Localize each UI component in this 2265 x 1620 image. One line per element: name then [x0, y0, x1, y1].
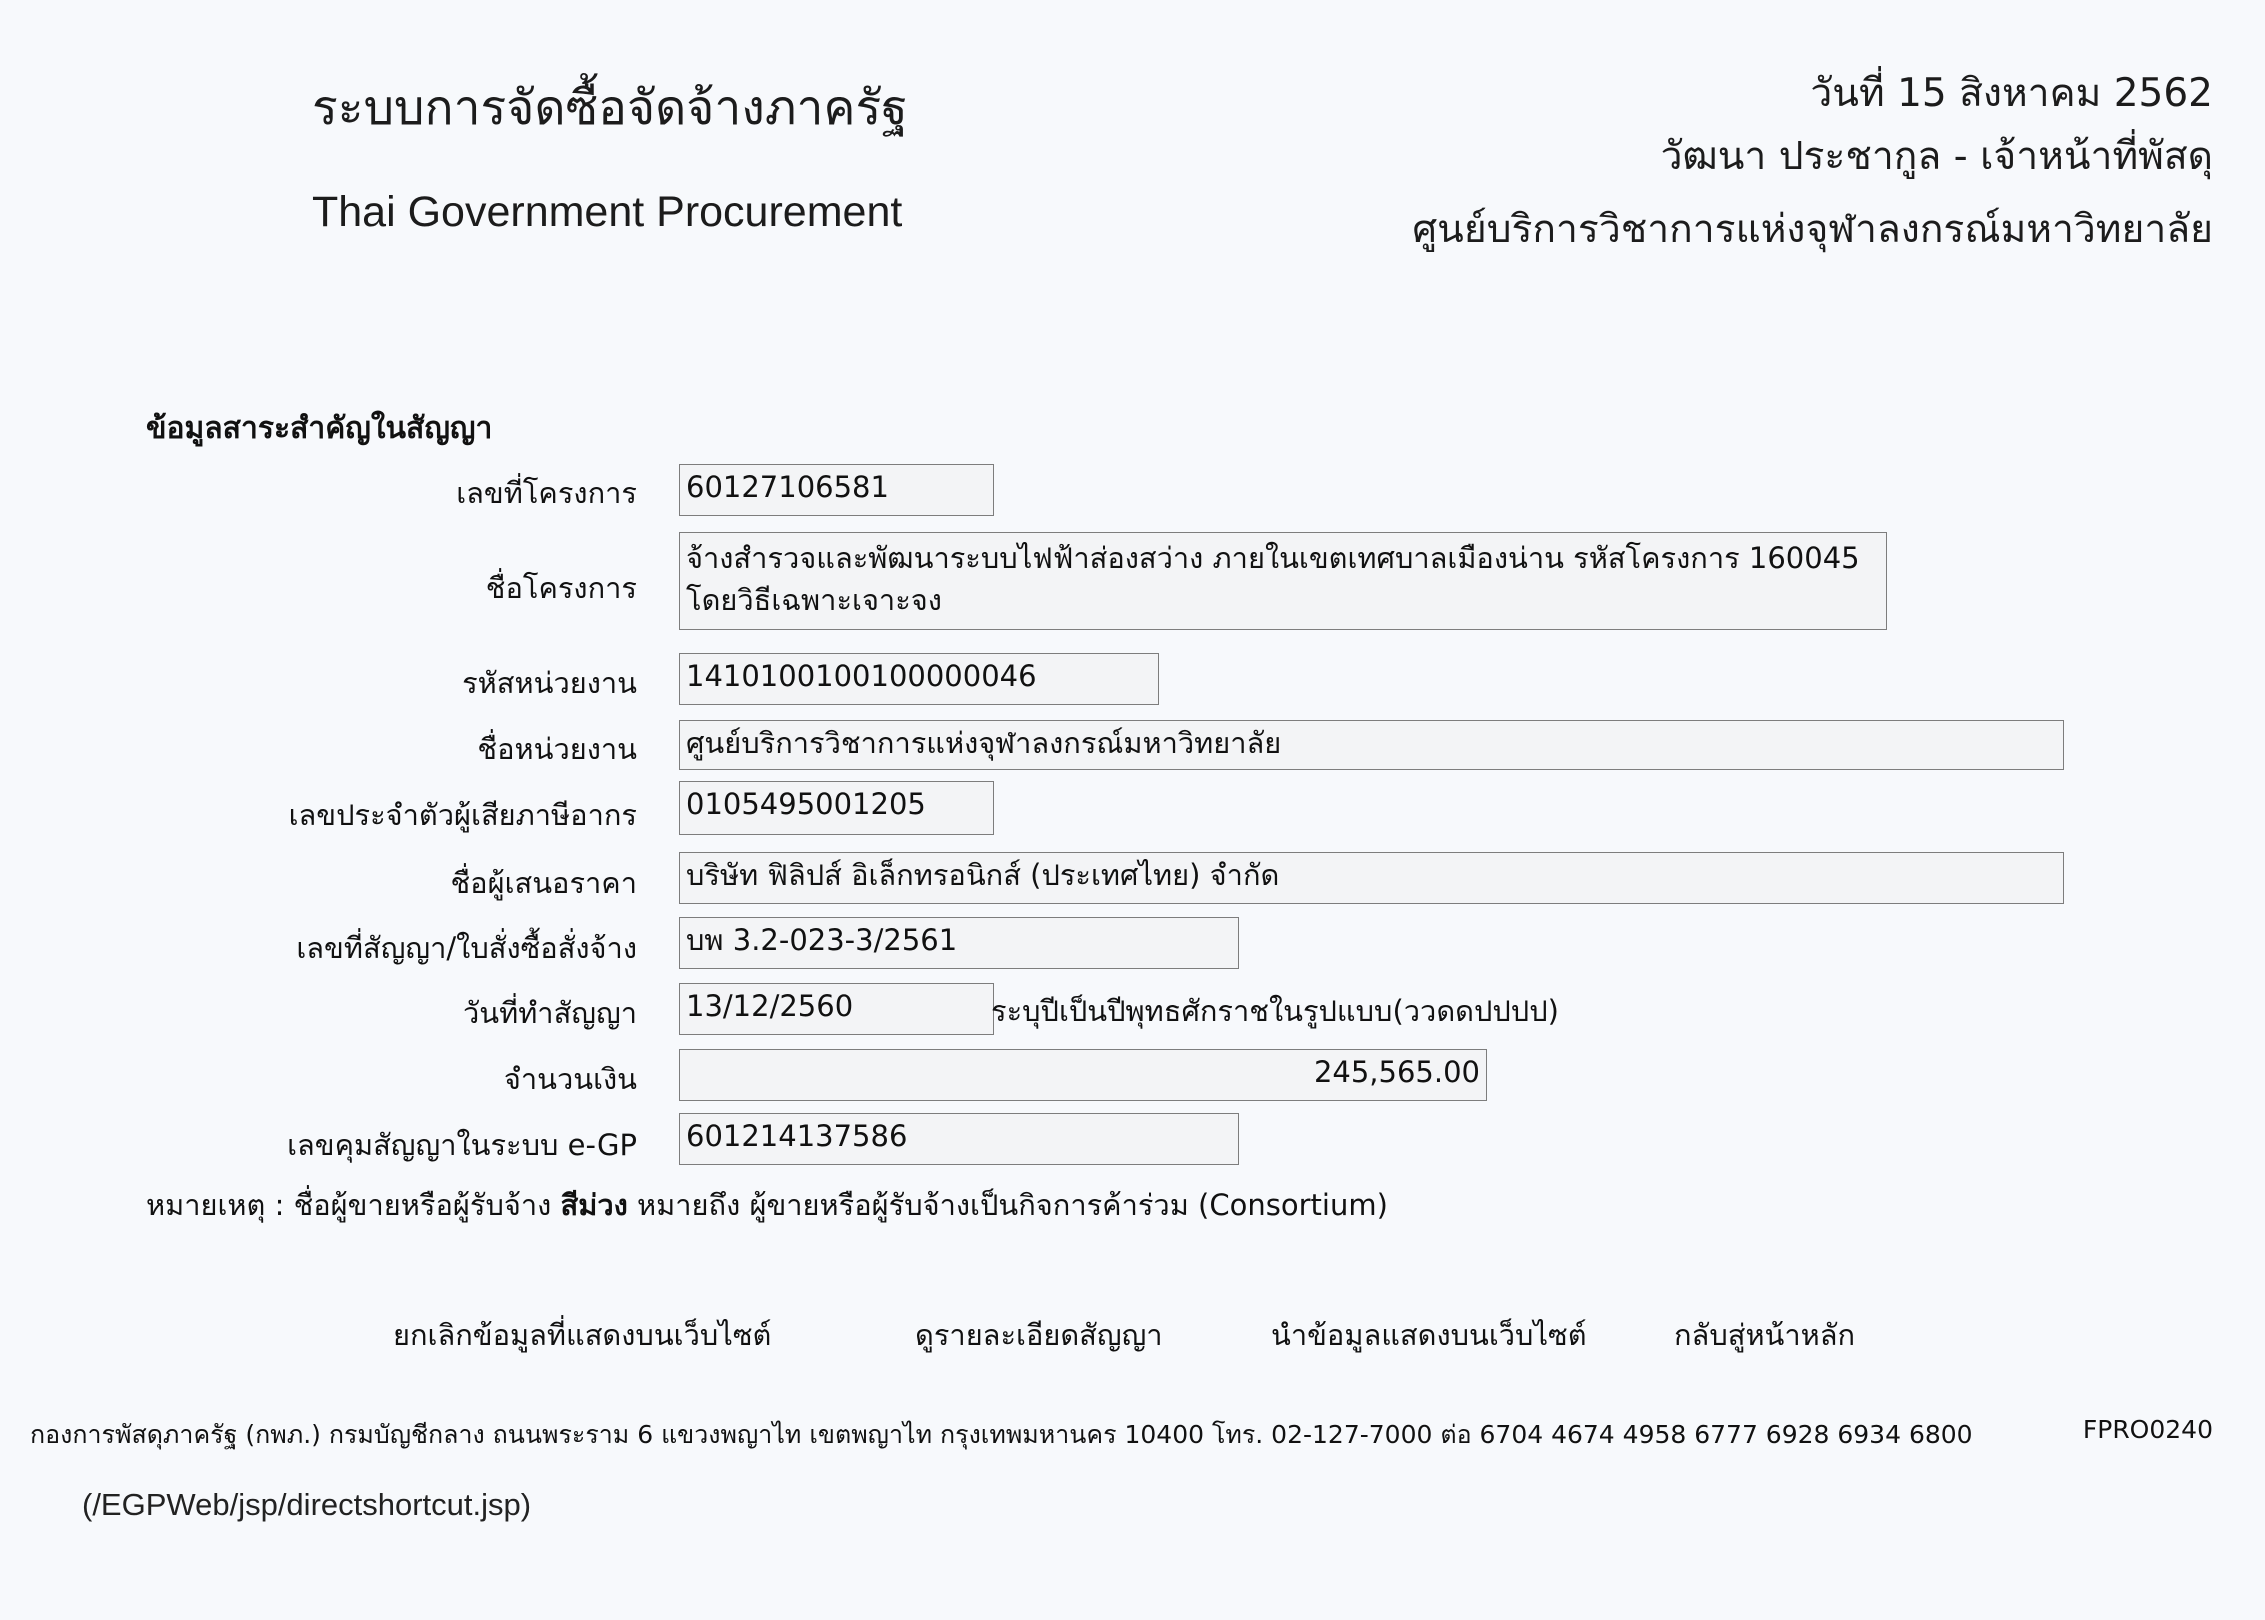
contract-date-field[interactable]: 13/12/2560 [679, 983, 994, 1035]
page-path: (/EGPWeb/jsp/directshortcut.jsp) [82, 1487, 532, 1522]
agency-name-label: ชื่อหน่วยงาน [477, 732, 637, 766]
project-no-field[interactable]: 60127106581 [679, 464, 994, 516]
tax-id-field[interactable]: 0105495001205 [679, 781, 994, 835]
agency-code-label: รหัสหน่วยงาน [462, 666, 637, 700]
agency-code-field[interactable]: 1410100100100000046 [679, 653, 1159, 705]
egp-control-no-label: เลขคุมสัญญาในระบบ e-GP [287, 1128, 637, 1162]
remark-highlight: สีม่วง [560, 1188, 628, 1222]
agency-name-field[interactable]: ศูนย์บริการวิชาการแห่งจุฬาลงกรณ์มหาวิทยาลัย [679, 720, 2064, 770]
bidder-name-label: ชื่อผู้เสนอราคา [450, 866, 637, 900]
remark-suffix: หมายถึง ผู้ขายหรือผู้รับจ้างเป็นกิจการค้าร่วม (Consortium) [627, 1188, 1388, 1222]
amount-label: จำนวนเงิน [503, 1062, 637, 1096]
remark-prefix: หมายเหตุ : ชื่อผู้ขายหรือผู้รับจ้าง [146, 1188, 561, 1222]
system-title-th: ระบบการจัดซื้อจัดจ้างภาครัฐ [312, 80, 908, 136]
section-title: ข้อมูลสาระสำคัญในสัญญา [146, 411, 493, 446]
egp-control-no-field[interactable]: 601214137586 [679, 1113, 1239, 1165]
user-info: วัฒนา ประชากูล - เจ้าหน้าที่พัสดุ [1660, 134, 2213, 179]
system-title-en: Thai Government Procurement [312, 188, 903, 236]
contract-date-label: วันที่ทำสัญญา [462, 996, 637, 1030]
amount-field[interactable]: 245,565.00 [679, 1049, 1487, 1101]
footer-address: กองการพัสดุภาครัฐ (กพภ.) กรมบัญชีกลาง ถนนพระราม 6 แขวงพญาไท เขตพญาไท กรุงเทพมหานคร 10400 โทร. 02-127-7000 ต่อ 6704 4674 4958 6777 6928 6934 6800 [30, 1420, 1973, 1449]
tax-id-label: เลขประจำตัวผู้เสียภาษีอากร [288, 798, 637, 832]
project-name-field[interactable]: จ้างสำรวจและพัฒนาระบบไฟฟ้าส่องสว่าง ภายในเขตเทศบาลเมืองน่าน รหัสโครงการ 160045 โดยวิธีเฉพาะเจาะจง [679, 532, 1887, 630]
publish-link[interactable]: นำข้อมูลแสดงบนเว็บไซต์ [1271, 1318, 1587, 1352]
cancel-display-link[interactable]: ยกเลิกข้อมูลที่แสดงบนเว็บไซต์ [393, 1318, 772, 1352]
view-contract-link[interactable]: ดูรายละเอียดสัญญา [915, 1318, 1163, 1352]
organization-name: ศูนย์บริการวิชาการแห่งจุฬาลงกรณ์มหาวิทยาลัย [1412, 207, 2213, 252]
remark-note [146, 1182, 1388, 1228]
project-name-label: ชื่อโครงการ [485, 571, 637, 605]
home-link[interactable]: กลับสู่หน้าหลัก [1674, 1318, 1856, 1352]
contract-no-label: เลขที่สัญญา/ใบสั่งซื้อสั่งจ้าง [296, 931, 637, 965]
project-no-label: เลขที่โครงการ [456, 476, 637, 510]
page-code: FPRO0240 [2082, 1415, 2213, 1444]
date-format-hint: ระบุปีเป็นปีพุทธศักราชในรูปแบบ(ววดดปปปป) [991, 994, 1559, 1028]
bidder-name-field[interactable]: บริษัท ฟิลิปส์ อิเล็กทรอนิกส์ (ประเทศไทย) จำกัด [679, 852, 2064, 904]
current-date: วันที่ 15 สิงหาคม 2562 [1810, 71, 2213, 116]
contract-no-field[interactable]: บพ 3.2-023-3/2561 [679, 917, 1239, 969]
